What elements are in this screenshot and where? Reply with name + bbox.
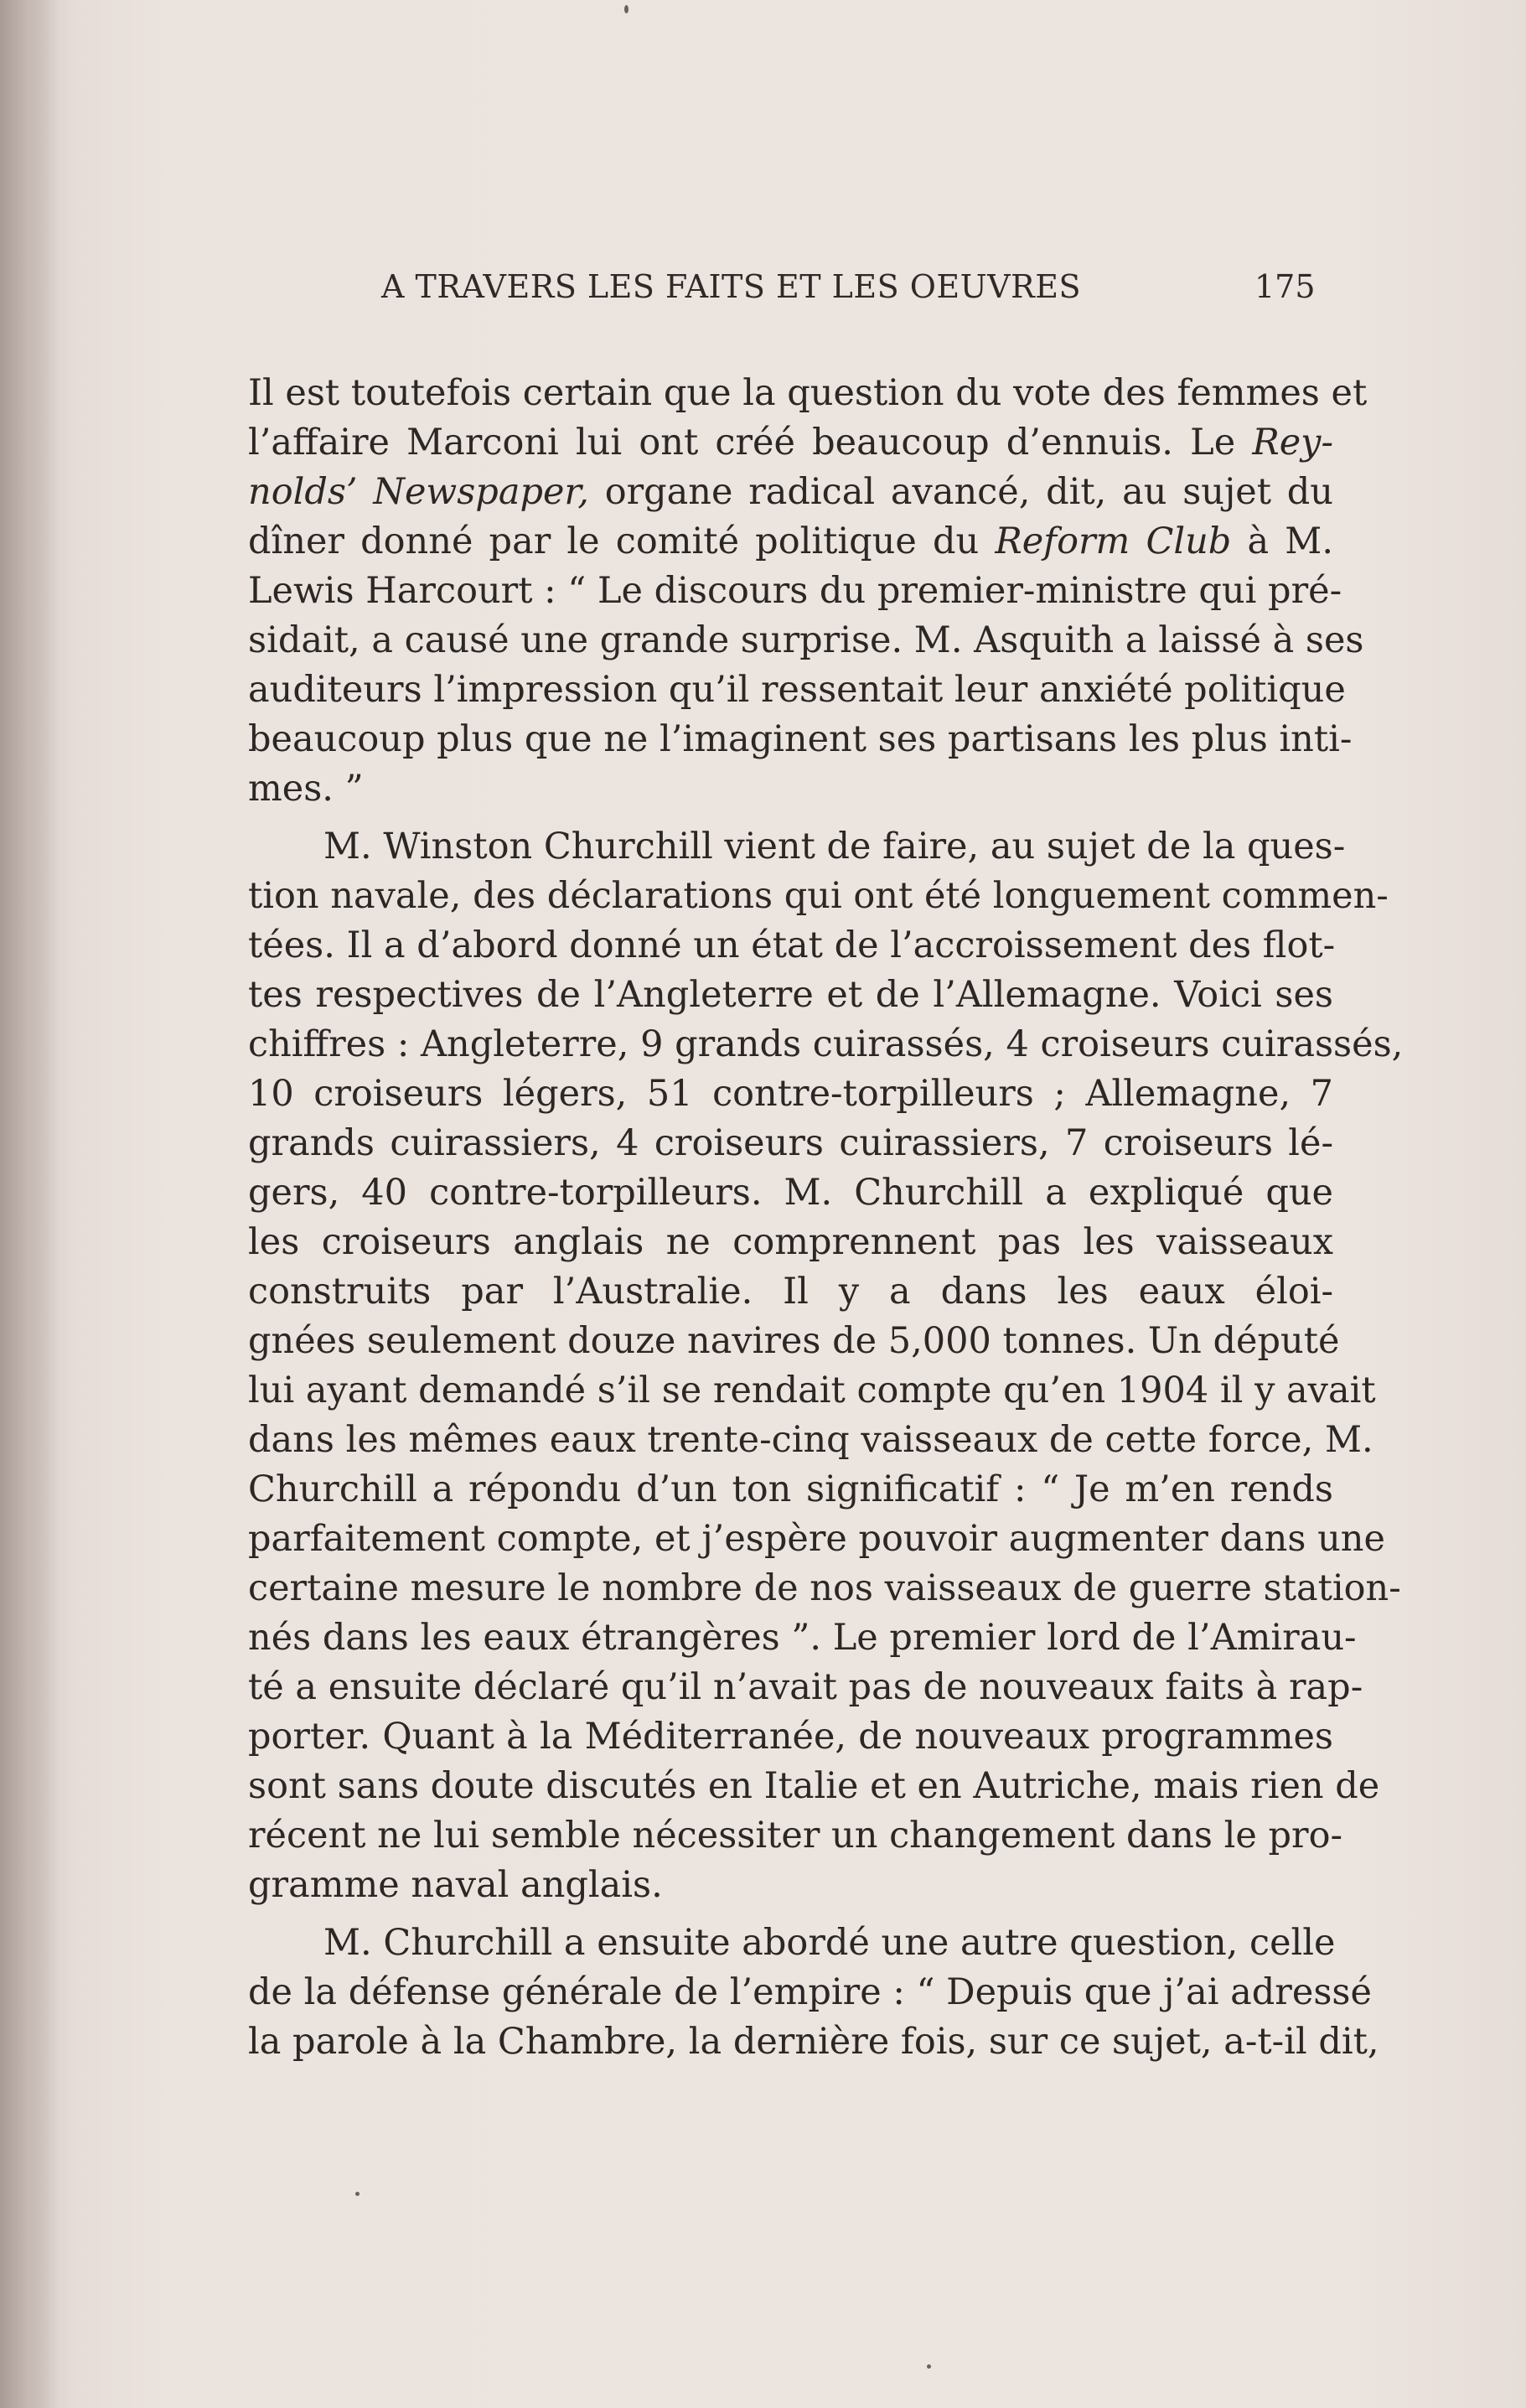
text-line: parfaitement compte, et j’espère pouvoir augmenter dans une xyxy=(248,1518,1385,1560)
text-line: té a ensuite déclaré qu’il n’avait pas de nouveaux faits à rap- xyxy=(248,1666,1363,1708)
text-line: M. Churchill a ensuite abordé une autre question, celle xyxy=(323,1922,1336,1964)
text-line: Lewis Harcourt : “ Le discours du premier-ministre qui pré- xyxy=(248,570,1342,612)
text-line: beaucoup plus que ne l’imaginent ses partisans les plus inti- xyxy=(248,718,1353,760)
page-number: 175 xyxy=(1254,268,1316,305)
text-line: Il est toutefois certain que la question du vote des femmes et xyxy=(248,372,1368,414)
text-line: gnées seulement douze navires de 5,000 tonnes. Un député xyxy=(248,1320,1340,1362)
text-line: lui ayant demandé s’il se rendait compte qu’en 1904 il y avait xyxy=(248,1370,1376,1411)
page-header xyxy=(381,268,1328,310)
text-line: certaine mesure le nombre de nos vaisseaux de guerre station- xyxy=(248,1567,1401,1609)
text-line: sont sans doute discutés en Italie et en Autriche, mais rien de xyxy=(248,1765,1380,1807)
italic-title: Reform Club xyxy=(995,520,1232,562)
paragraph-gap xyxy=(248,1910,1333,1919)
ink-speck xyxy=(624,5,629,13)
text-line: tion navale, des déclarations qui ont été longuement commen- xyxy=(248,875,1389,917)
text-line: les croiseurs anglais ne comprennent pas les vaisseaux xyxy=(248,1221,1333,1263)
text-line: construits par l’Australie. Il y a dans les eaux éloi- xyxy=(248,1271,1333,1313)
text-line: gers, 40 contre-torpilleurs. M. Churchill a expliqué que xyxy=(248,1172,1333,1214)
text-line: dîner donné par le comité politique du Reform Club à M. xyxy=(248,520,1334,562)
text-line: mes. ” xyxy=(248,768,364,810)
text-line: sidait, a causé une grande surprise. M. Asquith a laissé à ses xyxy=(248,619,1364,661)
text-line: gramme naval anglais. xyxy=(248,1864,663,1906)
page-gutter-shadow xyxy=(0,0,59,2408)
text-line: grands cuirassiers, 4 croiseurs cuirassiers, 7 croiseurs lé- xyxy=(248,1122,1333,1164)
italic-title: nolds’ Newspaper, xyxy=(248,471,589,513)
paragraph-gap xyxy=(248,814,1333,822)
text-line: récent ne lui semble nécessiter un changement dans le pro- xyxy=(248,1815,1342,1856)
text-line: dans les mêmes eaux trente-cinq vaisseaux de cette force, M. xyxy=(248,1419,1373,1461)
text-line: nolds’ Newspaper, organe radical avancé, dit, au sujet du xyxy=(248,471,1333,513)
paragraph xyxy=(248,369,1368,814)
text-line: auditeurs l’impression qu’il ressentait leur anxiété politique xyxy=(248,669,1346,711)
text-line: M. Winston Churchill vient de faire, au sujet de la ques- xyxy=(323,826,1346,867)
text-line: nés dans les eaux étrangères ”. Le premier lord de l’Amirau- xyxy=(248,1617,1357,1659)
text-line: de la défense générale de l’empire : “ Depuis que j’ai adressé xyxy=(248,1971,1372,2013)
text-line: Churchill a répondu d’un ton significatif : “ Je m’en rends xyxy=(248,1468,1333,1510)
italic-title: Rey- xyxy=(1252,422,1333,463)
text-line: l’affaire Marconi lui ont créé beaucoup d’ennuis. Le Rey- xyxy=(248,422,1333,463)
running-title: A TRAVERS LES FAITS ET LES OEUVRES xyxy=(381,268,1081,305)
text-line: tes respectives de l’Angleterre et de l’Allemagne. Voici ses xyxy=(248,974,1333,1016)
ink-speck xyxy=(927,2364,931,2369)
paragraph xyxy=(248,822,1404,1910)
text-line: 10 croiseurs légers, 51 contre-torpilleurs ; Allemagne, 7 xyxy=(248,1073,1333,1115)
paragraph xyxy=(248,1919,1379,2067)
text-line: chiffres : Angleterre, 9 grands cuirassés, 4 croiseurs cuirassés, xyxy=(248,1023,1404,1065)
text-line: la parole à la Chambre, la dernière fois, sur ce sujet, a-t-il dit, xyxy=(248,2021,1379,2063)
ink-speck xyxy=(355,2192,360,2196)
text-line: tées. Il a d’abord donné un état de l’accroissement des flot- xyxy=(248,924,1336,966)
text-line: porter. Quant à la Méditerranée, de nouveaux programmes xyxy=(248,1716,1333,1758)
body-text xyxy=(248,369,1404,2067)
